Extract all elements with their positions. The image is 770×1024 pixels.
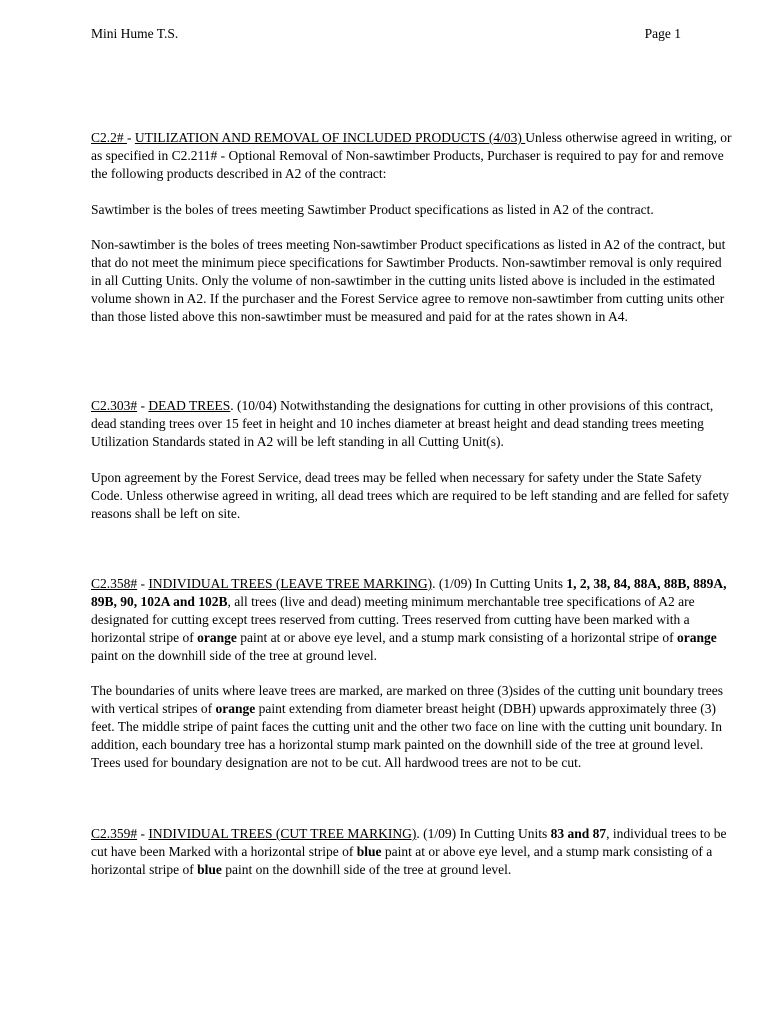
section-c2-358-para-1: [91, 575, 732, 665]
section-body: Unless otherwise agreed in writing, or as specified in C2.211# - Optional Removal of Non-sawtimber Products, Purchaser is required to pay for and remove the following products described in A2 of the contract:: [91, 130, 732, 181]
section-text: , individual trees to be cut have been Marked with a horizontal stripe of: [91, 826, 727, 859]
section-title: DEAD TREES: [148, 398, 231, 413]
separator: -: [137, 826, 149, 841]
separator: -: [137, 398, 149, 413]
section-code: C2.303#: [91, 398, 138, 413]
section-body: . (10/04) Notwithstanding the designations for cutting in other provisions of this contract, dead standing trees over 15 feet in height and 10 inches diameter at breast height and dead standing trees meeting Utilization Standards stated in A2 will be left standing in all Cutting Unit(s).: [91, 398, 714, 449]
section-text: paint at or above eye level, and a stump mark consisting of a horizontal stripe of: [236, 630, 677, 645]
boundary-marking: [91, 682, 732, 772]
section-c2-2-para-3: [91, 236, 732, 326]
page-header: [91, 25, 681, 43]
page-number: Page 1: [644, 26, 681, 41]
non-sawtimber-definition: Non-sawtimber is the boles of trees meeting Non-sawtimber Product specifications as listed in A2 of the contract, but that do not meet the minimum piece specifications for Sawtimber Products. Non-sawtimber removal is only required in all Cutting Units. Only the volume of non-sawtimber in the cutting units listed above is included in the estimated volume shown in A2. If the purchaser and the Forest Service agree to remove non-sawtimber from cutting units other than those listed above this non-sawtimber must be measured and paid for at the rates shown in A4.: [91, 237, 726, 324]
section-code: C2.2#: [91, 130, 128, 145]
section-title: UTILIZATION AND REMOVAL OF INCLUDED PRODUCTS (4/03): [134, 130, 526, 145]
section-c2-2: [91, 129, 732, 183]
section-c2-359: [91, 825, 732, 879]
section-c2-358: [91, 575, 732, 665]
document-title: Mini Hume T.S.: [91, 26, 179, 41]
section-text: paint on the downhill side of the tree at ground level.: [221, 862, 512, 877]
section-text: The boundaries of units where leave trees are marked, are marked on three (3)sides of the cutting unit boundary trees with vertical stripes of: [91, 683, 724, 716]
separator: -: [127, 130, 135, 145]
section-text: . (1/09) In Cutting Units: [416, 826, 551, 841]
section-c2-359-para-1: [91, 825, 732, 879]
section-c2-303-para-1: [91, 397, 732, 451]
sawtimber-definition: Sawtimber is the boles of trees meeting Sawtimber Product specifications as listed in A2 of the contract.: [91, 202, 654, 217]
section-title: INDIVIDUAL TREES (LEAVE TREE MARKING): [148, 576, 433, 591]
dead-trees-safety: Upon agreement by the Forest Service, dead trees may be felled when necessary for safety under the State Safety Code. Unless otherwise agreed in writing, all dead trees which are required to be left standing and are felled for safety reasons shall be left on site.: [91, 470, 730, 521]
paint-color: orange: [197, 630, 237, 645]
cutting-units: 1, 2, 38, 84, 88A, 88B, 889A, 89B, 90, 102A and 102B: [91, 576, 727, 609]
section-c2-2-para-2: [91, 201, 732, 219]
paint-color: blue: [356, 844, 382, 859]
section-text: . (1/09) In Cutting Units: [432, 576, 567, 591]
paint-color: orange: [676, 630, 717, 645]
section-text: paint on the downhill side of the tree at ground level.: [91, 648, 378, 663]
section-c2-358-para-2: [91, 682, 732, 772]
section-code: C2.358#: [91, 576, 138, 591]
section-c2-303: [91, 397, 732, 451]
section-c2-303-para-2: [91, 469, 732, 523]
section-text: paint at or above eye level, and a stump mark consisting of a horizontal stripe of: [91, 844, 713, 877]
section-text: , all trees (live and dead) meeting minimum merchantable tree specifications of A2 are designated for cutting except trees reserved from cutting. Trees reserved from cutting have been marked with a horizontal stripe of: [91, 594, 695, 645]
paint-color: blue: [197, 862, 222, 877]
cutting-units: 83 and 87: [550, 826, 607, 841]
section-c2-2-para-1: [91, 129, 732, 183]
section-text: paint extending from diameter breast height (DBH) upwards approximately three (3) feet. The middle stripe of paint faces the cutting unit and the other two face on line with the cutting unit boundary. In addition, each boundary tree has a horizontal stump mark painted on the downhill side of the tree at ground level. Trees used for boundary designation are not to be cut. All hardwood trees are not to be cut.: [91, 701, 722, 770]
section-title: INDIVIDUAL TREES (CUT TREE MARKING): [148, 826, 417, 841]
paint-color: orange: [215, 701, 256, 716]
section-code: C2.359#: [91, 826, 138, 841]
separator: -: [137, 576, 149, 591]
